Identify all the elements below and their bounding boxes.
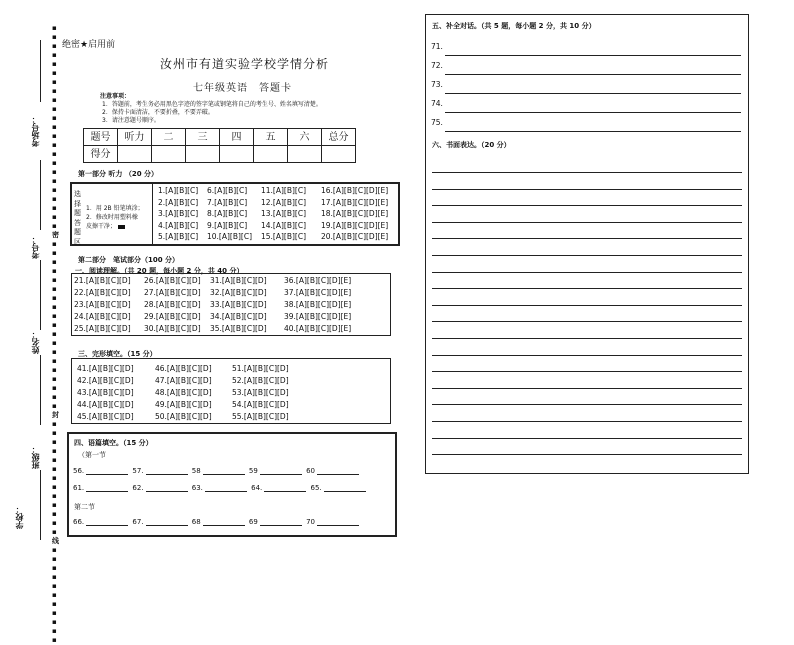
cloze-box (71, 358, 391, 424)
score-header: 题号 (84, 129, 118, 146)
dialogue-num: 71. (431, 42, 443, 51)
score-label: 得分 (84, 146, 118, 163)
reading-title: 一、阅读理解。（共 20 题，每小题 2 分，共 40 分） (75, 267, 244, 275)
dialogue-num: 72. (431, 61, 443, 70)
fill-sample (118, 225, 125, 229)
dialogue-lines[interactable] (431, 37, 741, 132)
listening-col2[interactable]: 6.[A][B][C] 7.[A][B][C] 8.[A][B][C] 9.[A][B][C] 10.[A][B][C] (207, 186, 252, 241)
listening-col3[interactable]: 11.[A][B][C] 12.[A][B][C] 13.[A][B][C] 14.[A][B][C] 15.[A][B][C] (261, 186, 306, 241)
notes-title: 注意事项： (100, 93, 131, 100)
margin-line (40, 40, 41, 102)
note-item: 1．答题前，考生务必用黑色字迹的签字笔或钢笔将自己的考生号、姓名填写清楚。 (102, 101, 322, 108)
margin-line (40, 355, 41, 425)
writing-line (432, 338, 742, 339)
choice-area-label: 选 择 题 答 题 区 (74, 190, 81, 246)
name-label: 姓名： (31, 330, 40, 354)
right-panel (425, 14, 749, 474)
writing-line (432, 238, 742, 239)
seal-word-mi: 密 (52, 231, 58, 239)
writing-line (432, 288, 742, 289)
score-cell[interactable] (254, 146, 288, 163)
writing-line (432, 404, 742, 405)
score-cell[interactable] (322, 146, 356, 163)
writing-line (432, 222, 742, 223)
margin-line (40, 160, 41, 230)
writing-line (432, 454, 742, 455)
writing-line (432, 255, 742, 256)
score-cell[interactable] (118, 146, 152, 163)
score-header: 听力 (118, 129, 152, 146)
writing-line (432, 172, 742, 173)
reading-col4[interactable]: 36.[A][B][C][D][E] 37.[A][B][C][D][E] 38.[A][B][C][D][E] 39.[A][B][C][D][E] 40.[A][B][C][D][E] (284, 276, 352, 333)
listening-col4[interactable]: 16.[A][B][C][D][E] 17.[A][B][C][D][E] 18.[A][B][C][D][E] 19.[A][B][C][D][E] 20.[A][B][C][D][E] (321, 186, 389, 241)
school-label: 学校： (15, 505, 24, 529)
seal-word-feng: 封 (52, 411, 58, 419)
passage-row3[interactable]: 66. 67. 68 69 70 (73, 518, 361, 526)
score-cell[interactable] (152, 146, 186, 163)
score-header: 总分 (322, 129, 356, 146)
seal-dotted-line: ▪ ▪ ▪ ▪ ▪ ▪ ▪ ▪ ▪ ▪ ▪ ▪ ▪ ▪ ▪ ▪ ▪ ▪ ▪ ▪ ▪ ▪ ▪ 密 ▪ ▪ ▪ ▪ ▪ ▪ ▪ ▪ ▪ ▪ ▪ ▪ ▪ ▪ ▪ ▪ ▪ ▪ ▪ 封 ▪ ▪ ▪ ▪ ▪ ▪ ▪ ▪ ▪ ▪ ▪ ▪ ▪ 线 ▪ ▪ ▪ ▪ ▪ ▪ ▪ ▪ ▪ ▪ ▪ (52, 24, 58, 644)
score-cell[interactable] (186, 146, 220, 163)
margin-line (40, 470, 41, 540)
choice-instructions: 1．用 2B 铅笔填涂； 2．修改时用塑料橡 皮擦干净； (86, 205, 144, 230)
listening-box (70, 182, 400, 246)
secret-mark: 绝密★启用前 (62, 40, 116, 50)
writing-line (432, 205, 742, 206)
score-table (83, 128, 356, 163)
cloze-col1[interactable]: 41.[A][B][C][D] 42.[A][B][C][D] 43.[A][B][C][D] 44.[A][B][C][D] 45.[A][B][C][D] (77, 364, 134, 421)
score-header: 二 (152, 129, 186, 146)
score-header: 四 (220, 129, 254, 146)
part1-title: 第一部分 听力 （20 分） (78, 170, 159, 178)
writing-line (432, 305, 742, 306)
seal-word-xian: 线 (52, 537, 58, 545)
dialogue-num: 73. (431, 80, 443, 89)
school-title: 汝州市有道实验学校学情分析 (160, 57, 330, 71)
score-header: 六 (288, 129, 322, 146)
writing-line (432, 388, 742, 389)
margin-line (40, 260, 41, 330)
subject-title: 七年级英语 答题卡 (193, 83, 292, 94)
writing-line (432, 355, 742, 356)
exam-number-label: 考号： (31, 235, 40, 259)
writing-line (432, 371, 742, 372)
cloze-title: 三、完形填空。（15 分） (78, 350, 157, 358)
passage-sub1: （第一节 (78, 451, 106, 459)
listening-col1[interactable]: 1.[A][B][C] 2.[A][B][C] 3.[A][B][C] 4.[A][B][C] 5.[A][B][C] (158, 186, 199, 241)
passage-row1[interactable]: 56. 57. 58 59 60 (73, 467, 361, 475)
reading-col3[interactable]: 31.[A][B][C][D] 32.[A][B][C][D] 33.[A][B][C][D] 34.[A][B][C][D] 35.[A][B][C][D] (210, 276, 267, 333)
writing-line (432, 321, 742, 322)
writing-line (432, 189, 742, 190)
writing-line (432, 272, 742, 273)
passage-title: 四、语篇填空。（15 分） (74, 439, 153, 447)
exam-room-label: 考场号： (31, 115, 40, 147)
dialogue-num: 74. (431, 99, 443, 108)
reading-col2[interactable]: 26.[A][B][C][D] 27.[A][B][C][D] 28.[A][B][C][D] 29.[A][B][C][D] 30.[A][B][C][D] (144, 276, 201, 333)
passage-sub2: 第二节 (74, 503, 95, 511)
note-item: 3．请注意题号顺序。 (102, 117, 160, 124)
writing-title: 六、书面表达。（20 分） (432, 141, 511, 149)
reading-col1[interactable]: 21.[A][B][C][D] 22.[A][B][C][D] 23.[A][B][C][D] 24.[A][B][C][D] 25.[A][B][C][D] (74, 276, 131, 333)
passage-box (67, 432, 397, 537)
reading-box (71, 273, 391, 336)
part2-title: 第二部分 笔试部分（100 分） (78, 256, 180, 264)
notes (100, 93, 322, 125)
score-header: 三 (186, 129, 220, 146)
note-item: 2．保持卡面清洁，不要折叠，不要弄破。 (102, 109, 214, 116)
writing-line (432, 438, 742, 439)
dialogue-num: 75. (431, 118, 443, 127)
passage-row2[interactable]: 61. 62. 63. 64. 65. (73, 484, 368, 492)
writing-line (432, 421, 742, 422)
cloze-col3[interactable]: 51.[A][B][C][D] 52.[A][B][C][D] 53.[A][B][C][D] 54.[A][B][C][D] 55.[A][B][C][D] (232, 364, 289, 421)
class-label: 班级： (31, 445, 40, 469)
score-cell[interactable] (288, 146, 322, 163)
score-cell[interactable] (220, 146, 254, 163)
cloze-col2[interactable]: 46.[A][B][C][D] 47.[A][B][C][D] 48.[A][B][C][D] 49.[A][B][C][D] 50.[A][B][C][D] (155, 364, 212, 421)
score-header: 五 (254, 129, 288, 146)
dialogue-title: 五、补全对话。（共 5 题，每小题 2 分，共 10 分） (432, 22, 596, 30)
